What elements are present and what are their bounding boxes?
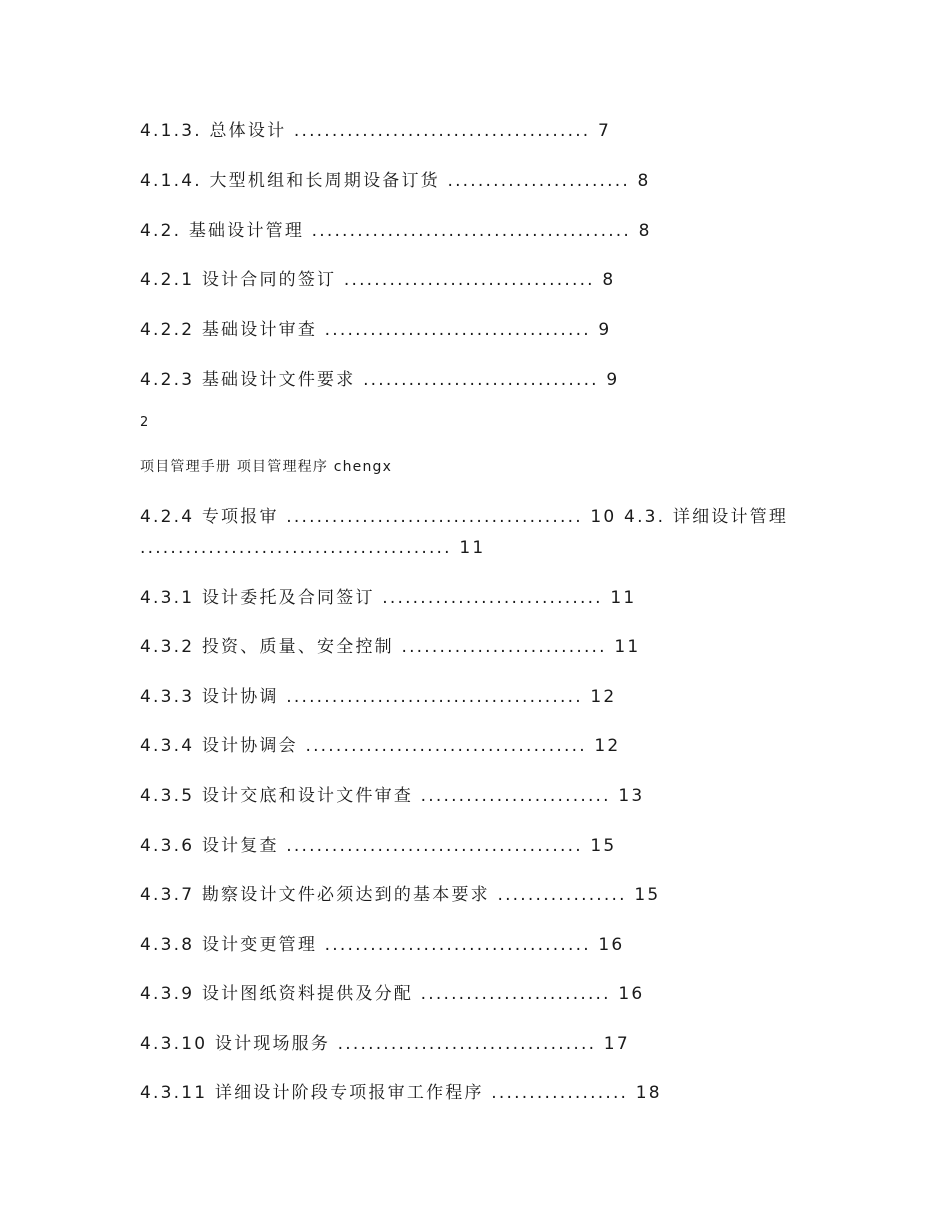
toc-entry-4-3-2: 4.3.2 投资、质量、安全控制 ........................... 11	[140, 637, 641, 657]
toc-entry-4-1-4: 4.1.4. 大型机组和长周期设备订货 ........................ 8	[140, 171, 651, 191]
toc-entry-4-3-6: 4.3.6 设计复查 ....................................... 15	[140, 836, 617, 856]
toc-entry-4-2-3: 4.2.3 基础设计文件要求 ............................... 9	[140, 370, 620, 390]
toc-entry-4-3-3: 4.3.3 设计协调 ....................................... 12	[140, 687, 617, 707]
toc-entry-4-3-10: 4.3.10 设计现场服务 .................................. 17	[140, 1034, 630, 1054]
toc-entry-4-3-8: 4.3.8 设计变更管理 ................................... 16	[140, 935, 625, 955]
toc-entry-4-3-1: 4.3.1 设计委托及合同签订 ............................. 11	[140, 588, 637, 608]
running-header: 项目管理手册 项目管理程序 chengx	[140, 459, 393, 475]
page-number: 2	[140, 415, 149, 430]
toc-entry-4-2-4: 4.2.4 专项报审 ....................................... 10 4.3. 详细设计管理	[140, 507, 789, 527]
toc-entry-4-3-9: 4.3.9 设计图纸资料提供及分配 ......................... 16	[140, 984, 645, 1004]
toc-entry-4-2-1: 4.2.1 设计合同的签订 ................................. 8	[140, 270, 616, 290]
toc-entry-4-3-5: 4.3.5 设计交底和设计文件审查 ......................... 13	[140, 786, 645, 806]
toc-entry-4-2-2: 4.2.2 基础设计审查 ................................... 9	[140, 320, 612, 340]
toc-entry-4-3-7: 4.3.7 勘察设计文件必须达到的基本要求 ................. 15	[140, 885, 661, 905]
toc-entry-4-3-4: 4.3.4 设计协调会 ..................................... 12	[140, 736, 621, 756]
toc-entry-continuation: ......................................... 11	[140, 538, 486, 558]
toc-entry-4-1-3: 4.1.3. 总体设计 ....................................... 7	[140, 121, 612, 141]
toc-entry-4-3-11: 4.3.11 详细设计阶段专项报审工作程序 .................. 18	[140, 1083, 662, 1103]
toc-entry-4-2: 4.2. 基础设计管理 .......................................... 8	[140, 221, 652, 241]
